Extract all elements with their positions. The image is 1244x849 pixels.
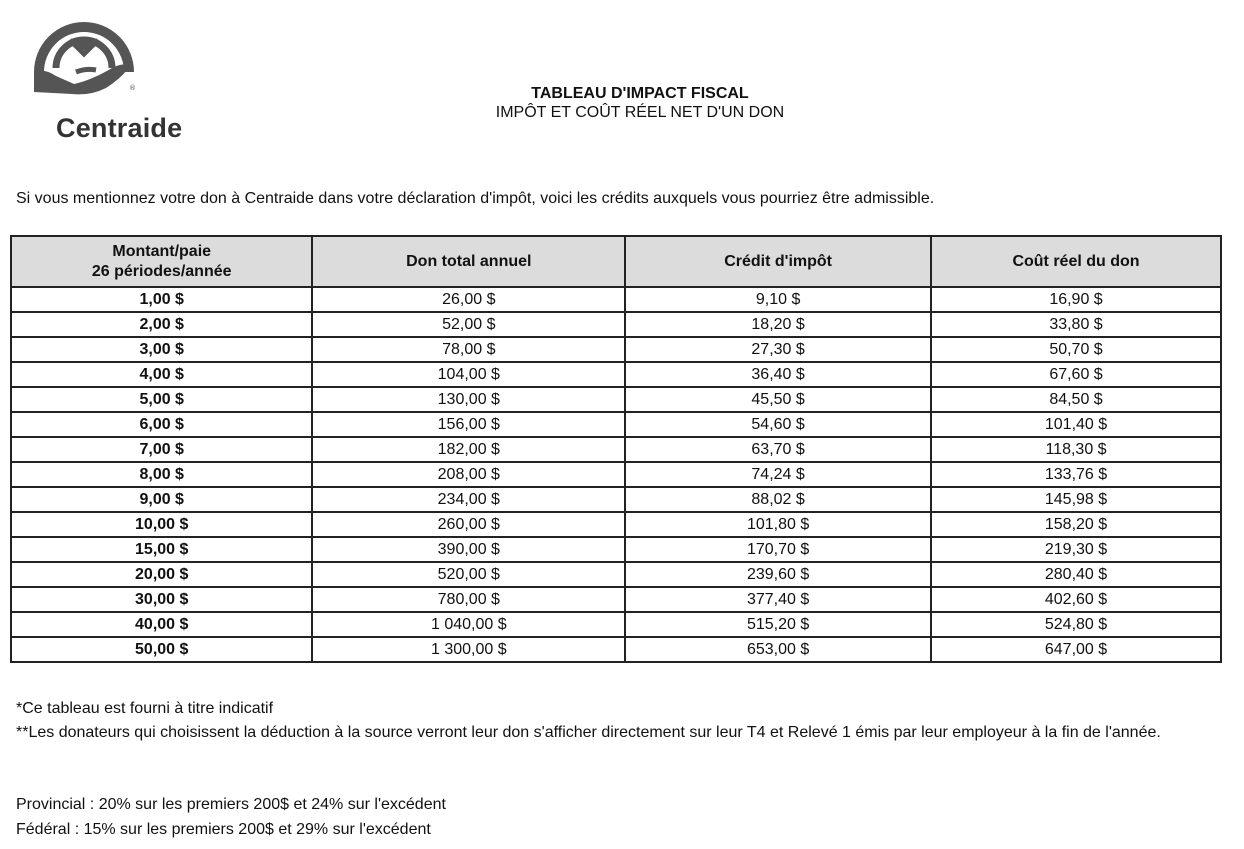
document-title: TABLEAU D'IMPACT FISCAL: [531, 85, 749, 102]
table-row: [11, 562, 1221, 587]
cell-monthly-amount: 2,00 $: [11, 312, 312, 337]
cell-tax-credit: 88,02 $: [625, 487, 931, 512]
cell-tax-credit: 27,30 $: [625, 337, 931, 362]
table-body: [11, 287, 1221, 662]
cell-monthly-amount: 30,00 $: [11, 587, 312, 612]
cell-tax-credit: 170,70 $: [625, 537, 931, 562]
cell-tax-credit: 515,20 $: [625, 612, 931, 637]
cell-annual-total: 26,00 $: [312, 287, 625, 312]
document-subtitle: IMPÔT ET COÛT RÉEL NET D'UN DON: [495, 104, 785, 121]
cell-tax-credit: 101,80 $: [625, 512, 931, 537]
cell-annual-total: 78,00 $: [312, 337, 625, 362]
cell-annual-total: 1 300,00 $: [312, 637, 625, 662]
cell-annual-total: 208,00 $: [312, 462, 625, 487]
table-row: [11, 537, 1221, 562]
cell-annual-total: 1 040,00 $: [312, 612, 625, 637]
table-header-row: [11, 236, 1221, 287]
table-row: [11, 637, 1221, 662]
cell-tax-credit: 63,70 $: [625, 437, 931, 462]
cell-tax-credit: 653,00 $: [625, 637, 931, 662]
cell-monthly-amount: 1,00 $: [11, 287, 312, 312]
cell-monthly-amount: 10,00 $: [11, 512, 312, 537]
cell-real-cost: 219,30 $: [931, 537, 1221, 562]
cell-monthly-amount: 20,00 $: [11, 562, 312, 587]
provincial-rate: Provincial : 20% sur les premiers 200$ et 24% sur l'excédent: [16, 796, 446, 813]
cell-monthly-amount: 6,00 $: [11, 412, 312, 437]
cell-monthly-amount: 40,00 $: [11, 612, 312, 637]
cell-real-cost: 118,30 $: [931, 437, 1221, 462]
cell-real-cost: 67,60 $: [931, 362, 1221, 387]
cell-annual-total: 780,00 $: [312, 587, 625, 612]
footnote-indicative: *Ce tableau est fourni à titre indicatif: [16, 700, 274, 717]
footnotes: [16, 697, 1171, 745]
table-row: [11, 487, 1221, 512]
cell-monthly-amount: 5,00 $: [11, 387, 312, 412]
cell-annual-total: 260,00 $: [312, 512, 625, 537]
cell-monthly-amount: 8,00 $: [11, 462, 312, 487]
federal-rate: Fédéral : 15% sur les premiers 200$ et 29% sur l'excédent: [16, 821, 431, 838]
logo-wordmark: Centraide: [56, 113, 183, 143]
cell-annual-total: 182,00 $: [312, 437, 625, 462]
cell-real-cost: 101,40 $: [931, 412, 1221, 437]
header-tax-credit: Crédit d'impôt: [625, 236, 931, 287]
header-monthly-amount-line2: 26 périodes/année: [91, 262, 232, 280]
header-annual-total: Don total annuel: [312, 236, 625, 287]
cell-tax-credit: 239,60 $: [625, 562, 931, 587]
table-row: [11, 312, 1221, 337]
cell-tax-credit: 36,40 $: [625, 362, 931, 387]
tax-rates: [16, 792, 446, 842]
table-row: [11, 587, 1221, 612]
cell-real-cost: 402,60 $: [931, 587, 1221, 612]
cell-real-cost: 647,00 $: [931, 637, 1221, 662]
cell-real-cost: 16,90 $: [931, 287, 1221, 312]
header-monthly-amount: [11, 236, 312, 287]
cell-monthly-amount: 3,00 $: [11, 337, 312, 362]
header-monthly-amount-line1: Montant/paie: [112, 242, 212, 260]
intro-text: Si vous mentionnez votre don à Centraide dans votre déclaration d'impôt, voici les crédits auxquels vous pourriez être admissible.: [16, 190, 935, 207]
cell-monthly-amount: 4,00 $: [11, 362, 312, 387]
cell-tax-credit: 45,50 $: [625, 387, 931, 412]
table-row: [11, 437, 1221, 462]
cell-monthly-amount: 15,00 $: [11, 537, 312, 562]
cell-monthly-amount: 50,00 $: [11, 637, 312, 662]
registered-mark: ®: [129, 84, 136, 92]
table-row: [11, 512, 1221, 537]
table-row: [11, 337, 1221, 362]
cell-real-cost: 133,76 $: [931, 462, 1221, 487]
cell-tax-credit: 9,10 $: [625, 287, 931, 312]
cell-annual-total: 234,00 $: [312, 487, 625, 512]
cell-real-cost: 50,70 $: [931, 337, 1221, 362]
centraide-hand-icon: [34, 10, 134, 105]
cell-real-cost: 158,20 $: [931, 512, 1221, 537]
centraide-logo: [34, 10, 204, 143]
cell-annual-total: 52,00 $: [312, 312, 625, 337]
cell-real-cost: 524,80 $: [931, 612, 1221, 637]
cell-annual-total: 104,00 $: [312, 362, 625, 387]
table-row: [11, 462, 1221, 487]
cell-real-cost: 145,98 $: [931, 487, 1221, 512]
cell-monthly-amount: 7,00 $: [11, 437, 312, 462]
table-row: [11, 412, 1221, 437]
cell-annual-total: 156,00 $: [312, 412, 625, 437]
cell-tax-credit: 377,40 $: [625, 587, 931, 612]
cell-tax-credit: 18,20 $: [625, 312, 931, 337]
table-row: [11, 612, 1221, 637]
table-row: [11, 387, 1221, 412]
cell-tax-credit: 54,60 $: [625, 412, 931, 437]
footnote-payroll-deduction: **Les donateurs qui choisissent la déduction à la source verront leur don s'afficher directement sur leur T4 et Relevé 1 émis par leur employeur à la fin de l'année.: [16, 724, 1161, 741]
cell-annual-total: 520,00 $: [312, 562, 625, 587]
table-row: [11, 287, 1221, 312]
cell-tax-credit: 74,24 $: [625, 462, 931, 487]
tax-impact-table: [10, 235, 1222, 663]
cell-real-cost: 84,50 $: [931, 387, 1221, 412]
cell-real-cost: 280,40 $: [931, 562, 1221, 587]
cell-annual-total: 130,00 $: [312, 387, 625, 412]
table-row: [11, 362, 1221, 387]
cell-annual-total: 390,00 $: [312, 537, 625, 562]
cell-real-cost: 33,80 $: [931, 312, 1221, 337]
cell-monthly-amount: 9,00 $: [11, 487, 312, 512]
header-real-cost: Coût réel du don: [931, 236, 1221, 287]
document-header: [420, 84, 860, 123]
